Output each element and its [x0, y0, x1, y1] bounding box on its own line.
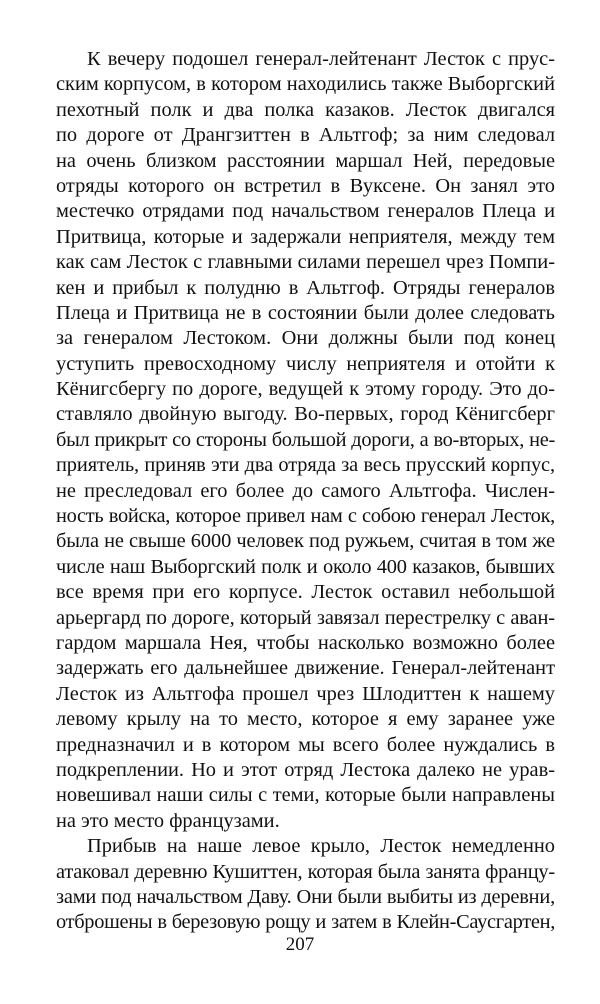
- text-line: был прикрыт со стороны большой дороги, а во-вторых, не-: [56, 428, 555, 451]
- text-line: левому крылу на то место, которое я ему заранее уже: [56, 708, 555, 731]
- text-line: арьергард по дороге, который завязал перестрелку с аван-: [56, 606, 555, 629]
- text-line: уступить превосходному числу неприятеля и отойти к: [56, 352, 555, 375]
- text-line: Лесток из Альтгофа прошел чрез Шлодиттен к нашему: [56, 682, 555, 705]
- text-line: числе наш Выборгский полк и около 400 казаков, бывших: [56, 555, 555, 578]
- text-line: зами под начальством Даву. Они были выбиты из деревни,: [56, 885, 555, 908]
- text-line: Притвица, которые и задержали неприятеля, между тем: [56, 225, 555, 248]
- text-line: как сам Лесток с главными силами перешел чрез Помпи-: [56, 251, 555, 274]
- text-line: Кёнигсбергу по дороге, ведущей к этому городу. Это до-: [56, 378, 555, 401]
- text-line: отброшены в березовую рощу и затем в Клейн-Саусгартен,: [56, 911, 555, 934]
- text-line: задержать его дальнейшее движение. Генерал-лейтенант: [56, 657, 555, 680]
- text-line: приятель, приняв эти два отряда за весь прусский корпус,: [56, 454, 555, 477]
- text-line: кен и прибыл к полудню в Альтгоф. Отряды генералов: [56, 276, 555, 299]
- page-number: 207: [285, 934, 315, 955]
- body-text: [56, 47, 555, 936]
- text-line: гардом маршала Нея, чтобы насколько возможно более: [56, 631, 555, 654]
- text-line: новешивал наши силы с теми, которые были направлены: [56, 784, 555, 807]
- text-line: Прибыв на наше левое крыло, Лесток немедленно: [87, 835, 555, 858]
- text-line: была не свыше 6000 человек под ружьем, считая в том же: [56, 530, 555, 553]
- text-line: ским корпусом, в котором находились также Выборгский: [56, 73, 555, 96]
- text-line: за генералом Лестоком. Они должны были под конец: [56, 327, 555, 350]
- text-line: по дороге от Дрангзиттен в Альтгоф; за ним следовал: [56, 124, 555, 147]
- paragraph: [56, 47, 555, 834]
- text-line: подкреплении. Но и этот отряд Лестока далеко не урав-: [56, 758, 555, 781]
- text-line: Плеца и Притвица не в состоянии были долее следовать: [56, 301, 555, 324]
- text-line: ность войска, которое привел нам с собою генерал Лесток,: [56, 505, 555, 528]
- text-line: все время при его корпусе. Лесток оставил небольшой: [56, 581, 555, 604]
- text-line: не преследовал его более до самого Альтгофа. Числен-: [56, 479, 555, 502]
- text-line: предназначил и в котором мы всего более нуждались в: [56, 733, 555, 756]
- text-line: на это место французами.: [56, 809, 280, 832]
- paragraph: [56, 834, 555, 936]
- text-line: атаковал деревню Кушиттен, которая была занята францу-: [56, 860, 555, 883]
- text-line: К вечеру подошел генерал-лейтенант Лесток с прус-: [87, 48, 555, 70]
- text-line: ставляло двойную выгоду. Во-первых, город Кёнигсберг: [56, 403, 555, 426]
- text-line: отряды которого он встретил в Вуксене. Он занял это: [56, 174, 555, 197]
- text-line: местечко отрядами под начальством генералов Плеца и: [56, 200, 555, 223]
- text-line: на очень близком расстоянии маршал Ней, передовые: [56, 149, 555, 172]
- text-line: пехотный полк и два полка казаков. Лесток двигался: [56, 98, 555, 121]
